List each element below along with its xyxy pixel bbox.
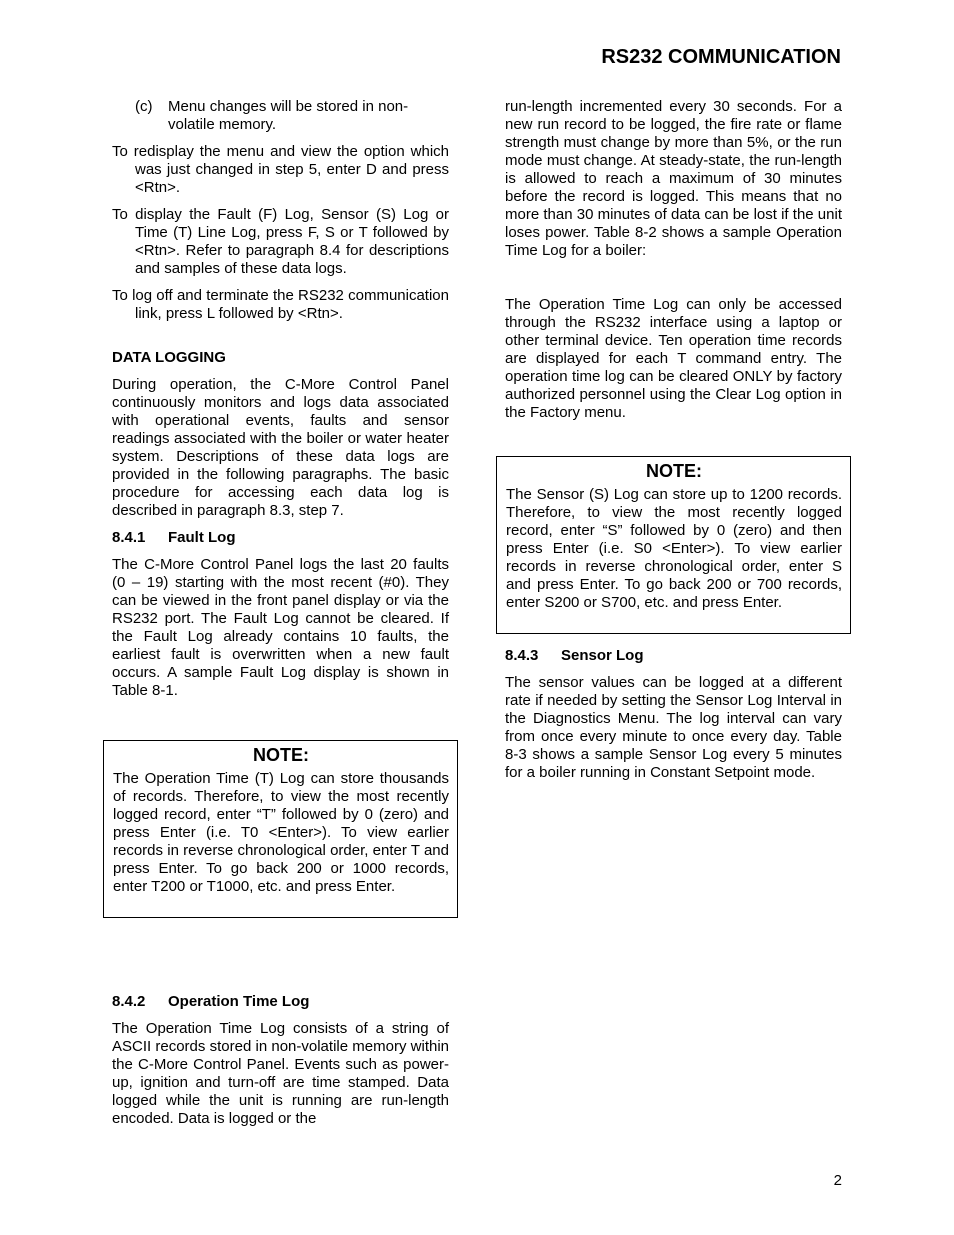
heading-number: 8.4.2	[112, 993, 146, 1010]
left-column-bottom	[112, 993, 449, 1128]
list-item-label: (c)	[135, 98, 153, 115]
heading-data-logging: DATA LOGGING	[112, 349, 226, 366]
note-text: The Operation Time (T) Log can store thousands of records. Therefore, to view the most recently logged record, enter “T” followed by 0 (zero) and press Enter (i.e. T0 <Enter>). To view earlier records in reverse chronological order, enter T and press Enter. To go back 200 or 1000 records, enter T200 or T1000, etc. and press Enter.	[113, 770, 449, 895]
heading-sensor-log	[505, 647, 842, 665]
paragraph-runlength: run-length incremented every 30 seconds. For a new run record to be logged, the fire rate or flame strength must change by more than 5%, or the run mode must change. At steady-state, the run-length is allowed to reach a maximum of 30 minutes before the record is logged. This means that no more than 30 minutes of data can be lost if the unit loses power. Table 8-2 shows a sample Operation Time Log for a boiler:	[505, 98, 842, 259]
heading-operation-time-log	[112, 993, 449, 1011]
paragraph-display-logs: To display the Fault (F) Log, Sensor (S) Log or Time (T) Line Log, press F, S or T followed by <Rtn>. Refer to paragraph 8.4 for descriptions and samples of these data logs.	[112, 206, 449, 277]
note-text: The Sensor (S) Log can store up to 1200 records. Therefore, to view the most recently logged record, enter “S” followed by 0 (zero) and then press Enter (i.e. S0 <Enter>). To view earlier records in reverse chronological order, enter S and press Enter. To go back 200 or 700 records, enter S200 or S700, etc. and press Enter.	[506, 486, 842, 611]
heading-number: 8.4.3	[505, 647, 539, 664]
note-title: NOTE:	[253, 745, 309, 765]
note-box-operation-time	[103, 740, 458, 918]
heading-number: 8.4.1	[112, 529, 146, 546]
heading-title: Fault Log	[168, 529, 236, 546]
heading-title: Sensor Log	[561, 647, 644, 664]
paragraph-sensor-log: The sensor values can be logged at a different rate if needed by setting the Sensor Log Interval in the Diagnostics Menu. The log interval can vary from once every minute to once every day. Table 8-3 shows a sample Sensor Log every 5 minutes for a boiler running in Constant Setpoint mode.	[505, 674, 842, 781]
left-column	[112, 98, 449, 700]
paragraph-data-logging: During operation, the C-More Control Panel continuously monitors and logs data associated with operational events, faults and sensor readings associated with the boiler or water heater system. Descriptions of these data logs are provided in the following paragraphs. The basic procedure for accessing each data log is described in paragraph 8.3, step 7.	[112, 376, 449, 519]
note-box-sensor	[496, 456, 851, 634]
list-item-c	[112, 98, 449, 134]
right-column	[505, 98, 842, 422]
paragraph-logoff: To log off and terminate the RS232 communication link, press L followed by <Rtn>.	[112, 287, 449, 322]
paragraph-redisplay: To redisplay the menu and view the option which was just changed in step 5, enter D and press <Rtn>.	[112, 143, 449, 196]
list-item-text: Menu changes will be stored in non-volatile memory.	[168, 98, 409, 133]
note-title: NOTE:	[646, 461, 702, 481]
paragraph-fault-log: The C-More Control Panel logs the last 20 faults (0 – 19) starting with the most recent (#0). They can be viewed in the front panel display or via the RS232 port. The Fault Log cannot be cleared. If the Fault Log already contains 10 faults, the earliest fault is overwritten when a new fault occurs. A sample Fault Log display is shown in Table 8-1.	[112, 556, 449, 699]
right-column-bottom	[505, 647, 842, 782]
paragraph-operation-time: The Operation Time Log consists of a string of ASCII records stored in non-volatile memory within the C-More Control Panel. Events such as power-up, ignition and turn-off are time stamped. Data logged while the unit is running are run-length encoded. Data is logged or the	[112, 1020, 449, 1127]
section-header: RS232 COMMUNICATION	[601, 46, 841, 68]
heading-fault-log	[112, 529, 449, 547]
paragraph-access: The Operation Time Log can only be accessed through the RS232 interface using a laptop or other terminal device. Ten operation time records are displayed for each T command entry. The operation time log can be cleared ONLY by factory authorized personnel using the Clear Log option in the Factory menu.	[505, 296, 842, 421]
page-number: 2	[833, 1172, 842, 1189]
heading-title: Operation Time Log	[168, 993, 310, 1010]
